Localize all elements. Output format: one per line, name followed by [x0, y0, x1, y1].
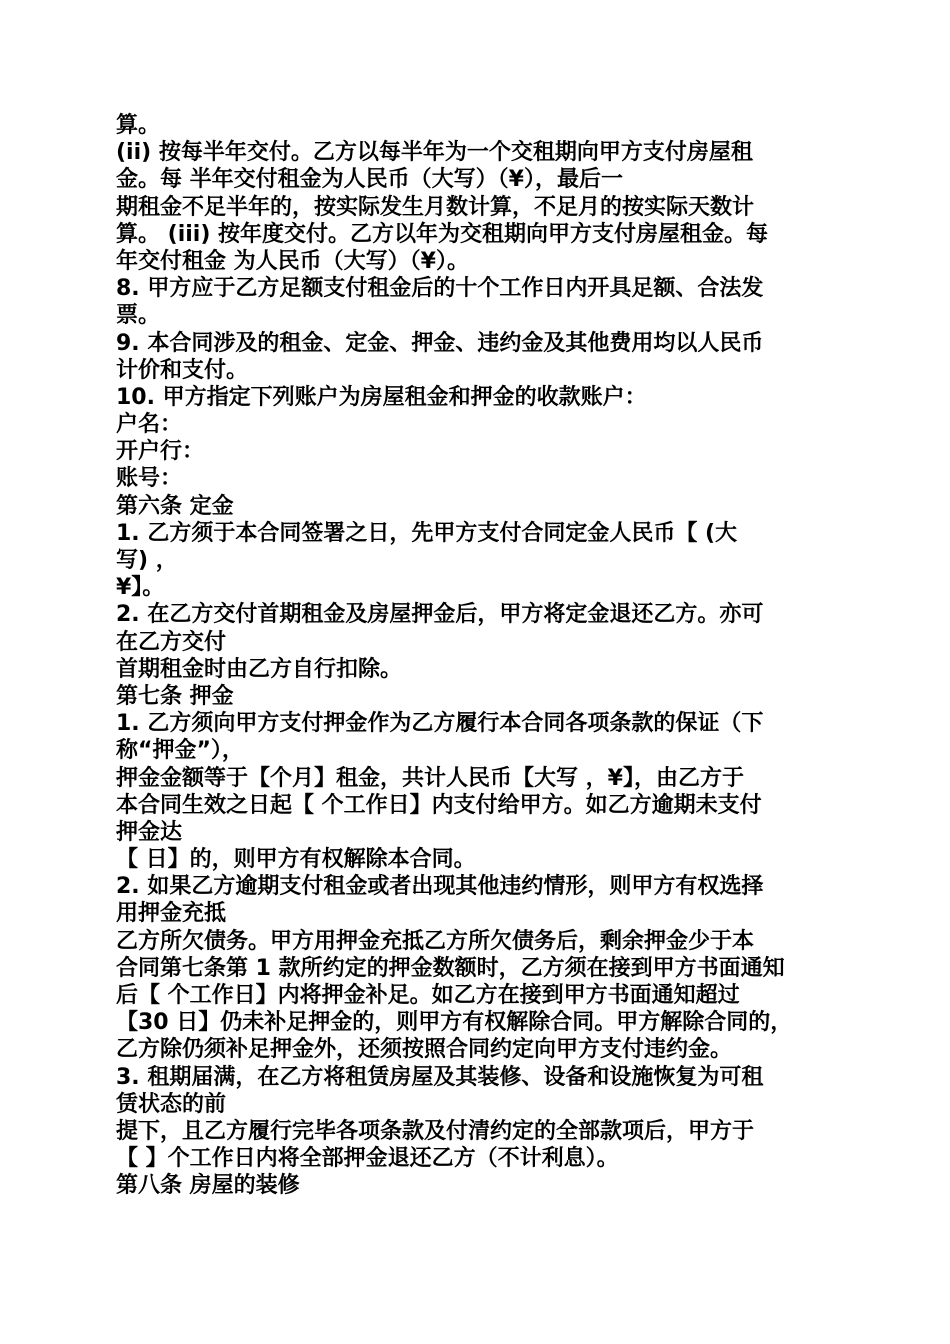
text-line: 1. 乙方须于本合同签署之日，先甲方支付合同定金人民币【 (大: [116, 520, 738, 546]
text-line: 计价和支付。: [116, 357, 249, 383]
text-line: 合同第七条第 1 款所约定的押金数额时，乙方须在接到甲方书面通知: [116, 955, 785, 981]
text-line: 年交付租金 为人民币（大写）（¥）。: [116, 248, 469, 274]
text-line: 开户行：: [116, 439, 205, 465]
text-line: 3. 租期届满，在乙方将租赁房屋及其装修、设备和设施恢复为可租: [116, 1064, 764, 1090]
text-line: 首期租金时由乙方自行扣除。: [116, 656, 403, 682]
text-line: 乙方除仍须补足押金外，还须按照合同约定向甲方支付违约金。: [116, 1037, 733, 1063]
text-line: 乙方所欠债务。甲方用押金充抵乙方所欠债务后，剩余押金少于本: [116, 928, 755, 954]
text-line: 押金达: [116, 819, 183, 845]
text-line: 第七条 押金: [116, 683, 234, 709]
text-line: 票。: [116, 303, 161, 329]
text-line: 1. 乙方须向甲方支付押金作为乙方履行本合同各项条款的保证（下: [116, 711, 764, 737]
text-line: 【 】个工作日内将全部押金退还乙方（不计利息）。: [116, 1146, 619, 1172]
text-line: 10. 甲方指定下列账户为房屋租金和押金的收款账户：: [116, 384, 647, 410]
text-line: 写) ，: [116, 548, 178, 573]
text-line: 后【 个工作日】内将押金补足。如乙方在接到甲方书面通知超过: [116, 983, 740, 1008]
document-body: [116, 112, 836, 1200]
text-line: 提下，且乙方履行完毕各项条款及付清约定的全部款项后，甲方于: [116, 1118, 755, 1144]
text-line: 8. 甲方应于乙方足额支付租金后的十个工作日内开具足额、合法发: [116, 276, 764, 302]
text-line: 押金金额等于【个月】租金，共计人民币【大写 ，¥】，由乙方于: [116, 765, 744, 791]
text-line: 【30 日】仍未补足押金的，则甲方有权解除合同。甲方解除合同的，: [116, 1010, 793, 1036]
text-line: 账号：: [116, 466, 183, 492]
text-line: 在乙方交付: [116, 629, 227, 655]
text-line: 期租金不足半年的，按实际发生月数计算，不足月的按实际天数计: [116, 194, 755, 220]
text-line: 【 日】的，则甲方有权解除本合同。: [116, 847, 476, 873]
text-line: (ii) 按每半年交付。乙方以每半年为一个交租期向甲方支付房屋租: [116, 140, 753, 166]
text-line: 用押金充抵: [116, 901, 227, 927]
text-line: 金。每 半年交付租金为人民币（大写）（¥），最后一: [116, 167, 623, 193]
text-line: 第八条 房屋的装修: [116, 1173, 300, 1199]
text-line: 算。 (iii) 按年度交付。乙方以年为交租期向甲方支付房屋租金。每: [116, 221, 769, 247]
text-line: 2. 在乙方交付首期租金及房屋押金后，甲方将定金退还乙方。亦可: [116, 602, 764, 628]
text-line: 户名：: [116, 412, 183, 438]
text-line: 赁状态的前: [116, 1091, 227, 1117]
text-line: 2. 如果乙方逾期支付租金或者出现其他违约情形，则甲方有权选择: [116, 874, 764, 900]
text-line: 9. 本合同涉及的租金、定金、押金、违约金及其他费用均以人民币: [116, 330, 764, 356]
text-line: 第六条 定金: [116, 493, 234, 519]
text-line: 本合同生效之日起【 个工作日】内支付给甲方。如乙方逾期未支付: [116, 792, 762, 818]
text-line: 算。: [116, 113, 161, 138]
text-line: ¥】。: [116, 575, 165, 601]
text-line: 称“押金”），: [116, 738, 244, 764]
